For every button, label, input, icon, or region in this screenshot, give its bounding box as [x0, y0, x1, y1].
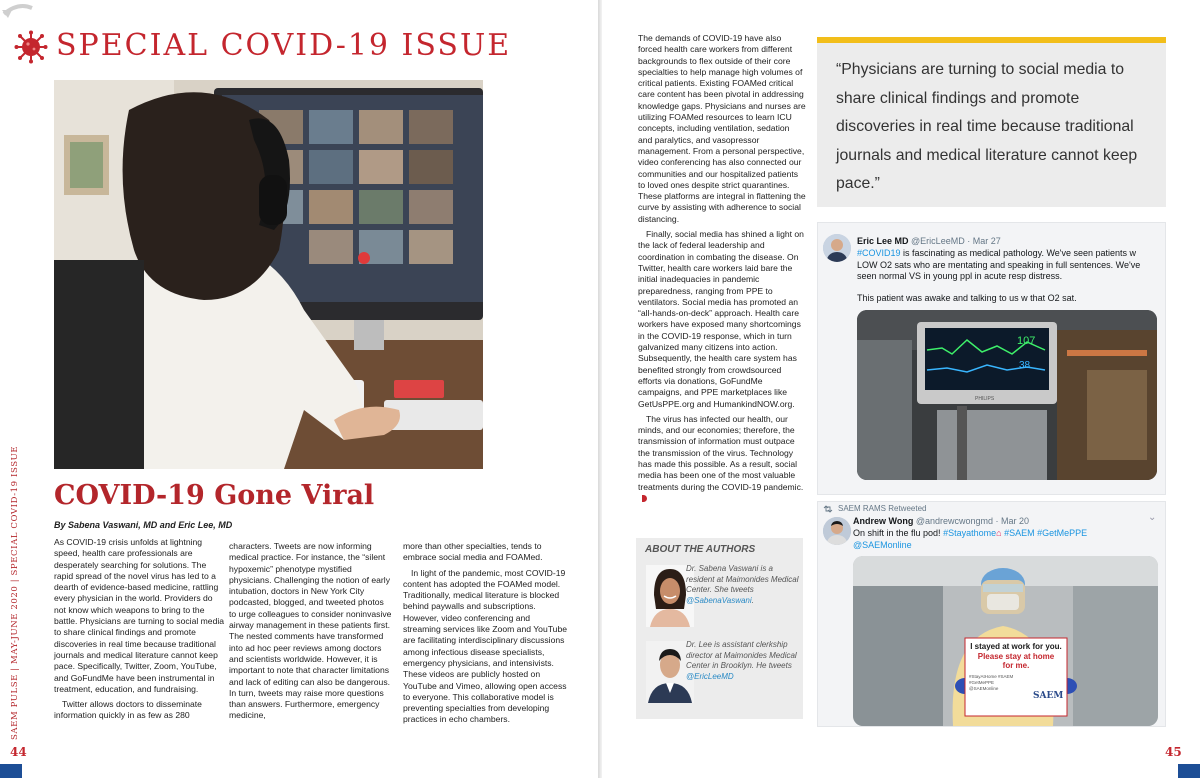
article-title: COVID-19 Gone Viral — [54, 480, 375, 511]
article-column-1 — [54, 537, 226, 726]
hero-photo — [54, 80, 483, 469]
article-column-2 — [229, 541, 392, 726]
article-column-4 — [638, 33, 806, 508]
tweet-author[interactable] — [853, 516, 1029, 526]
tweet-meta: @andrewcwongmd · Mar 20 — [915, 516, 1030, 526]
paragraph: Finally, social media has shined a light on the lack of federal leadership and coordination in combating the disease. On Twitter, health care workers laid bare the initial inadequacies in pandemic preparedness, ranging from PPE to ventilators. Social media has promoted an “all-hands-on-deck” approach. Health care workers have exposed many shortcomings in the COVID-19 response, which in turn galvanized many citizens into action. Subsequently, the health care system has benefited strongly from crowdsourced efforts via donations, GoFundMe campaigns, and PPE marketplaces like GetUsPPE.org and HumankindNOW.org. — [638, 229, 804, 409]
author-bio-text: Dr. Sabena Vaswani is a resident at Maimonides Medical Center. She tweets — [686, 564, 799, 594]
mention-link[interactable]: @SAEMonline — [853, 539, 912, 550]
pull-quote-box — [817, 37, 1166, 207]
monitor-value-2: 38 — [1019, 360, 1031, 371]
end-mark-icon — [642, 495, 647, 502]
tweet-body — [857, 248, 1155, 283]
sign-line: I stayed at work for you. — [970, 642, 1062, 651]
chevron-down-icon[interactable]: ⌄ — [1148, 512, 1157, 523]
page-number-right: 45 — [1165, 745, 1182, 759]
retweet-label: SAEM RAMS Retweeted — [838, 504, 927, 513]
author-bio-text: Dr. Lee is assistant clerkship director at Maimonides Medical Center in Brooklyn. He tweets — [686, 640, 797, 670]
tweet-author-name[interactable]: Andrew Wong — [853, 516, 914, 526]
issue-title: SPECIAL COVID-19 ISSUE — [56, 28, 512, 63]
paragraph-final — [638, 414, 806, 504]
author-handle-link[interactable]: @EricLeeMD — [686, 671, 734, 681]
tweet-body-line2: This patient was awake and talking to us w that O2 sat. — [857, 293, 1077, 303]
tweet-author[interactable] — [857, 236, 1001, 246]
about-authors-title: ABOUT THE AUTHORS — [645, 544, 756, 555]
paragraph: As COVID-19 crisis unfolds at lightning speed, health care professionals are desperately searching for solutions. The rapid spread of the novel virus has led to a dearth of evidence-based medicine, rattling every physician in the world. Providers do not know which weapons to bring to the battle. Physicians are turning to social media to share clinical findings and promote discoveries in real time because traditional journals and medical literature cannot keep pace. Specifically, Twitter, Zoom, YouTube, and GoFundMe have been instrumental in treatment, education, and fundraising. — [54, 537, 225, 694]
monitor-brand: PHILIPS — [975, 396, 995, 402]
tweet-meta: @EricLeeMD · Mar 27 — [911, 236, 1001, 246]
page-spine — [598, 0, 602, 778]
corner-block-right — [1178, 764, 1200, 778]
retweet-icon — [823, 505, 833, 513]
hashtag-link[interactable]: #SAEM #GetMePPE — [1004, 528, 1088, 538]
corner-block-left — [0, 764, 22, 778]
avatar[interactable] — [823, 234, 851, 262]
avatar[interactable] — [823, 517, 851, 545]
author-handle-link[interactable]: @SabenaVaswani — [686, 595, 752, 605]
author-bio-lee — [686, 640, 800, 682]
paragraph-text: The virus has infected our health, our minds, and our economies; therefore, the transmission of information must outpace the transmission of the virus. Technology has made this possible. As a result, social media has been one of the most valuable treatments during the COVID-19 pandemic. — [638, 413, 804, 492]
tweet-media-photo[interactable] — [853, 556, 1158, 726]
running-footer-vertical: SAEM PULSE | MAY-JUNE 2020 | SPECIAL COVID-19 ISSUE — [10, 445, 20, 740]
sign-line: for me. — [1002, 661, 1030, 670]
tweet-media-photo[interactable] — [857, 310, 1157, 480]
tweet-body — [853, 528, 1153, 551]
tweet-author-name[interactable]: Eric Lee MD — [857, 236, 909, 246]
sign-text — [965, 642, 1067, 692]
sign-tags: #StayAtHome #SAEM #GetMePPE @SAEMonline — [969, 673, 1014, 691]
tweet-text: is fascinating as medical pathology. We've seen patients w LOW O2 sats who are mentating and speaking in full sentences. We've seen normal VS in young ppl in acute resp distress. — [857, 248, 1141, 281]
saem-logo: SAEM — [1033, 691, 1064, 701]
paragraph: characters. Tweets are now informing medical practice. For instance, the “silent hypoxemic” phenotype mystified physicians. Challenging the notion of early intubation, doctors in New York City podcasted, blogged, and tweeted photos to urge colleagues to consider noninvasive airway management in these patients first. The nested comments have transformed into ad hoc peer reviews among doctors and scientists worldwide. However, it is important to note that character limitations and lack of editing can also be dangerous. In turn, tweets may raise more questions than answers. Furthermore, emergency medicine, — [229, 541, 392, 721]
author-bio-vaswani — [686, 564, 800, 606]
paragraph: more than other specialties, tends to embrace social media and FOAMed. — [403, 541, 543, 563]
pull-quote-text: “Physicians are turning to social media to share clinical findings and promote discoveries in real time because traditional journals and medical literature cannot keep pace.” — [836, 61, 1138, 192]
house-emoji-icon: ⌂ — [996, 528, 1002, 538]
byline: By Sabena Vaswani, MD and Eric Lee, MD — [54, 520, 233, 530]
sign-line: Please stay at home — [977, 651, 1055, 661]
paragraph: In light of the pandemic, most COVID-19 content has adopted the FOAMed model. Traditionally, medical literature is blocked behind paywalls and subscriptions. However, video conferencing and streaming services like Zoom and YouTube are facilitating interdisciplinary discussions among infectious disease specialists, emergency physicians, and intensivists. These videos are publicly hosted on YouTube and Vimeo, allowing open access to everyone. This collaborative model is preventing specialties from developing practices in echo chambers. — [403, 567, 568, 725]
tweet-text: On shift in the flu pod! — [853, 528, 944, 538]
period: . — [751, 595, 754, 605]
hashtag-link[interactable]: #COVID19 — [857, 248, 901, 258]
virus-icon — [14, 30, 48, 64]
page-number-left: 44 — [10, 745, 27, 759]
page-curl-arrow-icon — [0, 0, 40, 22]
monitor-value: 107 — [1017, 335, 1036, 347]
hashtag-link[interactable]: #Stayathome — [943, 528, 997, 538]
paragraph: Twitter allows doctors to disseminate information quickly in as few as 280 — [54, 699, 202, 721]
paragraph: The demands of COVID-19 have also forced health care workers from different backgrounds to flex outside of their core specialties to help manage high volumes of critical patients. Existing FOAMed critical care content has been pivotal in addressing knowledge gaps. Physicians and nurses are utilizing FOAMed resources to learn ICU concepts, including ventilation, sedation and paralytics, and vasopressor management. From a personal perspective, video conferencing has also connected our communities and our hospitalized patients to loved ones despite strict quarantines. These platforms are integral in flattening the curve by assisting with adherence to social distancing. — [638, 33, 806, 224]
article-column-3 — [403, 541, 568, 730]
